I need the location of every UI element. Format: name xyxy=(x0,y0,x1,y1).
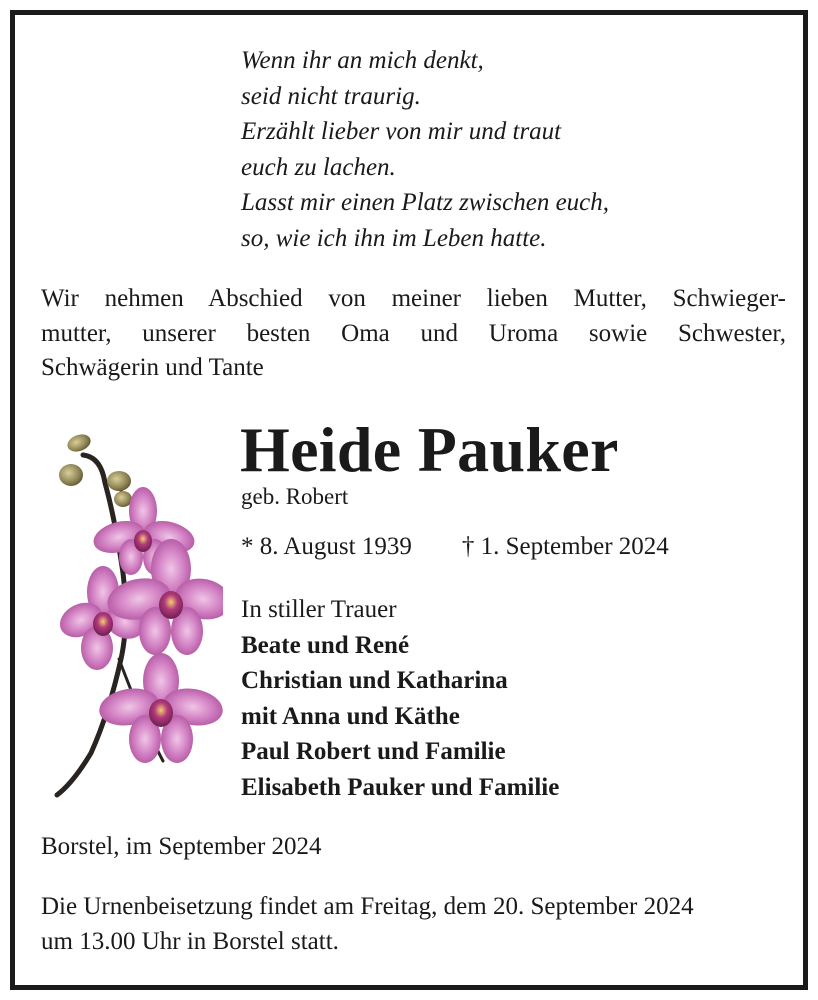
poem-line: so, wie ich ihn im Leben hatte. xyxy=(241,224,547,252)
intro-text xyxy=(41,282,786,386)
life-dates xyxy=(241,530,669,564)
deceased-name: Heide Pauker xyxy=(240,414,619,485)
death-date: † 1. September 2024 xyxy=(461,533,669,560)
poem-line: Erzählt lieber von mir und traut xyxy=(241,118,562,145)
burial-info xyxy=(41,890,786,959)
burial-line: um 13.00 Uhr in Borstel statt. xyxy=(41,927,339,955)
obituary-notice xyxy=(10,10,808,990)
mourner-name: Christian und Katharina xyxy=(241,667,508,694)
mourner-name: mit Anna und Käthe xyxy=(241,702,460,730)
mourning-lead: In stiller Trauer xyxy=(241,596,397,623)
mourner-name: Beate und René xyxy=(241,631,410,659)
mourners-list xyxy=(241,592,559,805)
poem-line: euch zu lachen. xyxy=(241,153,396,181)
intro-line: Schwägerin und Tante xyxy=(41,354,264,381)
mourner-name: Paul Robert und Familie xyxy=(241,738,506,765)
poem-line: seid nicht traurig. xyxy=(241,82,421,110)
burial-line: Die Urnenbeisetzung findet am Freitag, dem 20. September 2024 xyxy=(41,893,694,920)
birth-date: * 8. August 1939 xyxy=(241,533,412,560)
poem-line: Wenn ihr an mich denkt, xyxy=(241,47,484,74)
birth-name: geb. Robert xyxy=(241,484,349,509)
place-and-date: Borstel, im September 2024 xyxy=(41,833,322,860)
mourner-name: Elisabeth Pauker und Familie xyxy=(241,773,560,801)
intro-line: mutter, unserer besten Oma und Uroma sowie Schwester, xyxy=(41,319,786,347)
poem-line: Lasst mir einen Platz zwischen euch, xyxy=(241,189,610,216)
orchid-image xyxy=(43,423,223,798)
intro-line: Wir nehmen Abschied von meiner lieben Mutter, Schwieger- xyxy=(41,285,786,312)
poem xyxy=(241,43,609,256)
